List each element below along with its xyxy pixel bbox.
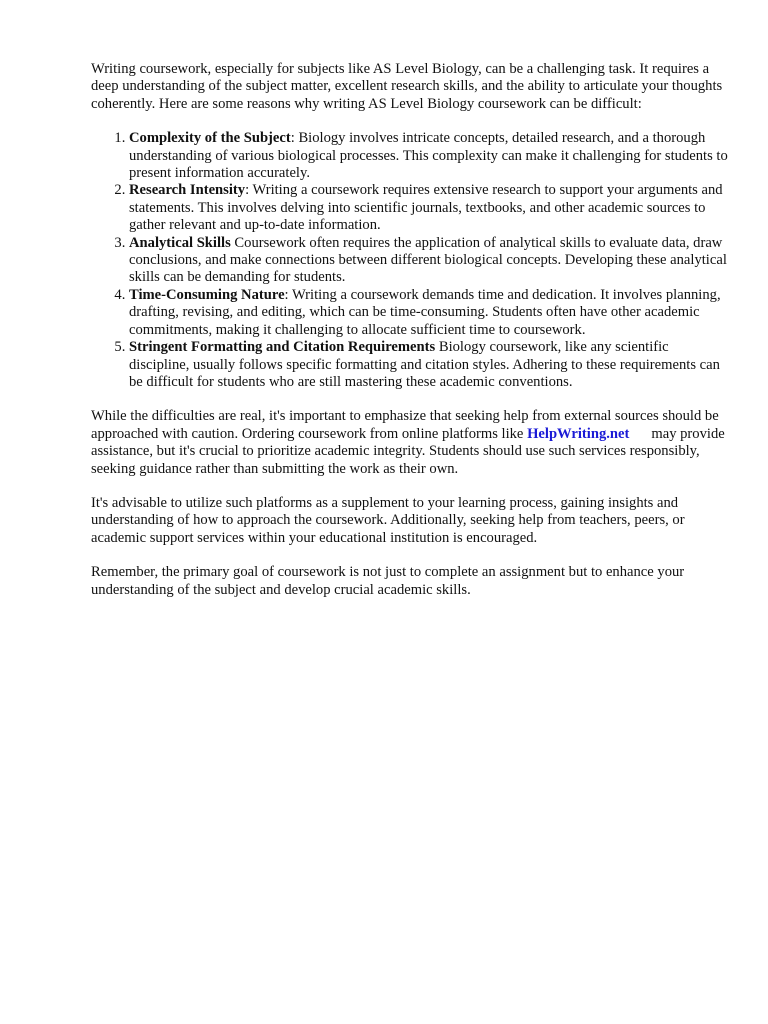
helpwriting-link[interactable]: HelpWriting.net	[527, 425, 630, 442]
reason-term: Complexity of the Subject	[129, 130, 291, 147]
reason-separator: :	[290, 130, 295, 147]
reasons-list	[91, 130, 731, 391]
list-item	[129, 235, 731, 287]
reason-term: Analytical Skills	[129, 234, 231, 251]
reason-term: Research Intensity	[129, 182, 246, 199]
conclusion-paragraph: Remember, the primary goal of coursework is not just to complete an assignment but to enhance your understanding of the subject and develop crucial academic skills.	[91, 564, 685, 598]
reason-separator: :	[245, 182, 250, 199]
caution-text-after: may provide assistance, but it's crucial to prioritize academic integrity. Students should use such services responsibly, seeking guidance rather than submitting the work as their own.	[91, 425, 725, 477]
caution-paragraph	[91, 408, 731, 478]
list-item	[129, 287, 731, 339]
reason-text: Coursework often requires the application of analytical skills to evaluate data, draw conclusions, and make connections between different biological concepts. Developing these analytical skills can be demanding for students.	[129, 234, 727, 286]
advice-paragraph: It's advisable to utilize such platforms as a supplement to your learning process, gaining insights and understanding of how to approach the coursework. Additionally, seeking help from teachers, peers, or academic support services within your educational institution is encouraged.	[91, 494, 685, 546]
reason-text: Writing a coursework requires extensive research to support your arguments and statements. This involves delving into scientific journals, textbooks, and other academic sources to gather relevant and up-to-date information.	[129, 182, 723, 234]
reason-text: Writing a coursework demands time and dedication. It involves planning, drafting, revising, and editing, which can be time-consuming. Students often have other academic commitments, making it challenging to allocate sufficient time to coursework.	[129, 286, 721, 338]
caution-text-before: While the difficulties are real, it's important to emphasize that seeking help from external sources should be approached with caution. Ordering coursework from online platforms like	[91, 408, 719, 442]
reason-term: Stringent Formatting and Citation Requirements	[129, 339, 436, 356]
reason-text: Biology involves intricate concepts, detailed research, and a thorough understanding of various biological processes. This complexity can make it challenging for students to present information accurately.	[129, 130, 728, 182]
document-page	[91, 61, 731, 616]
list-item	[129, 130, 731, 182]
reason-text: Biology coursework, like any scientific discipline, usually follows specific formatting and citation styles. Adhering to these requirements can be difficult for students who are still mastering these academic conventions.	[129, 339, 720, 390]
reason-separator: :	[284, 286, 289, 303]
reason-term: Time-Consuming Nature	[129, 286, 285, 303]
list-item	[129, 182, 731, 234]
intro-paragraph: Writing coursework, especially for subjects like AS Level Biology, can be a challenging task. It requires a deep understanding of the subject matter, excellent research skills, and the ability to articulate your thoughts coherently. Here are some reasons why writing AS Level Biology coursework can be difficult:	[91, 61, 723, 112]
list-item	[129, 339, 731, 391]
